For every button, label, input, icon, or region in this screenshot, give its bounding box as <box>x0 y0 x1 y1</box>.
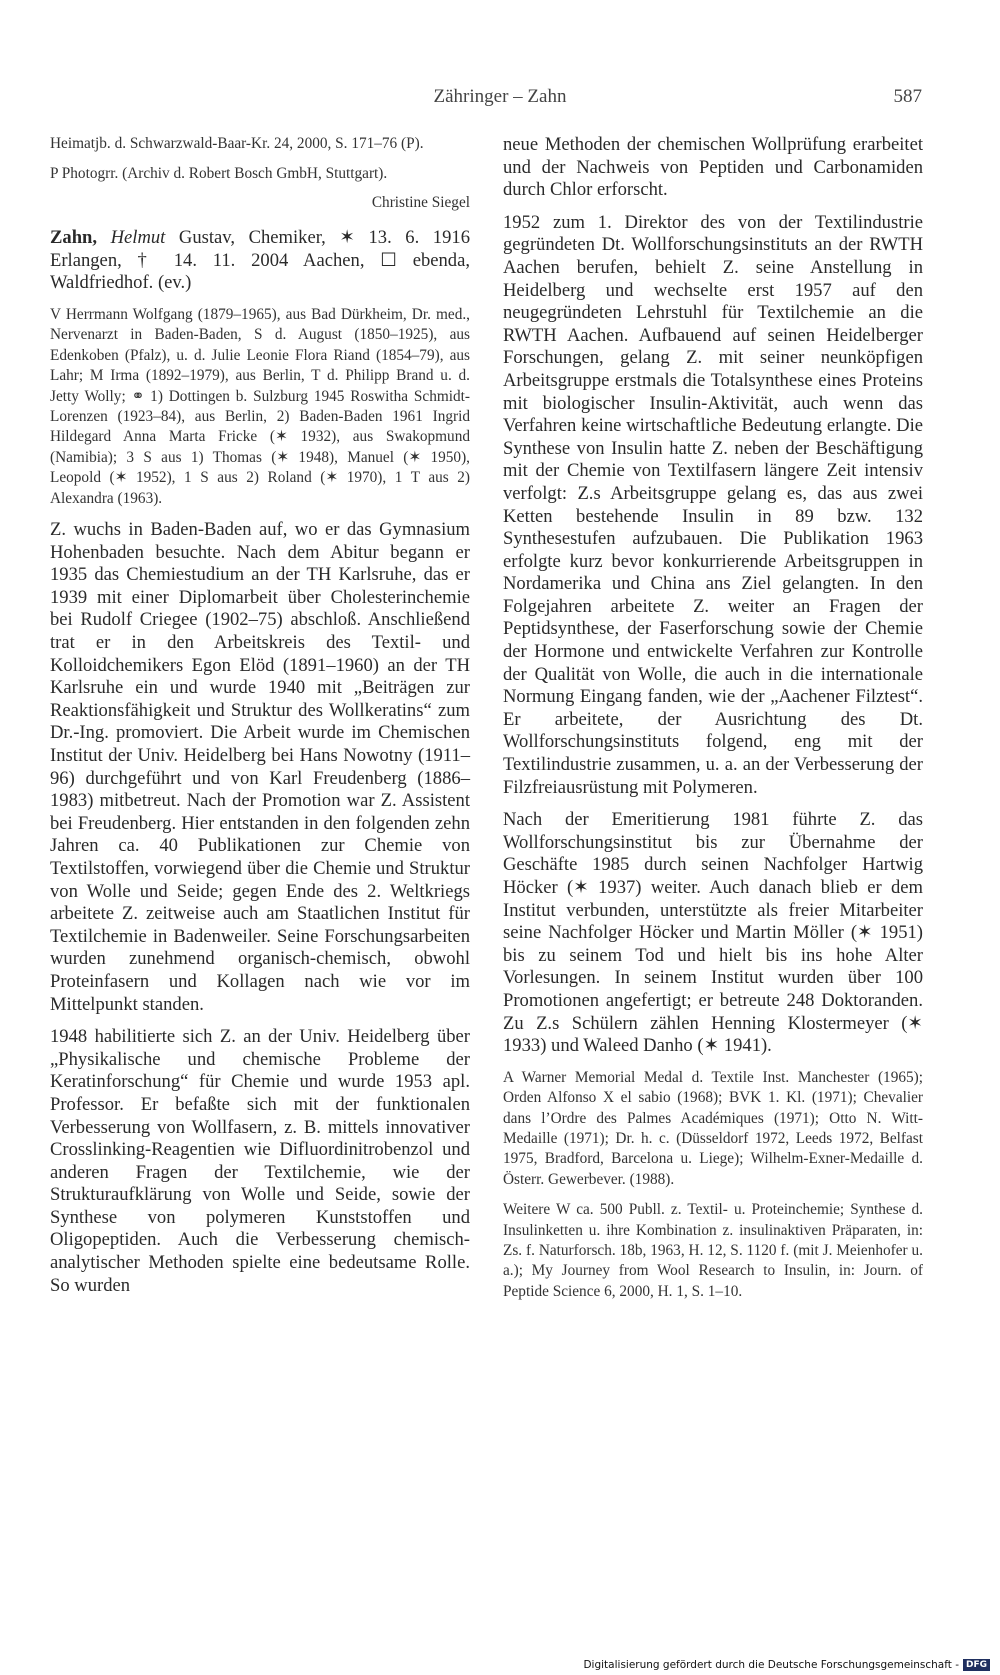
entry-surname: Zahn, <box>50 227 98 249</box>
biography-paragraph-3: 1952 zum 1. Direktor des von der Textilindustrie gegründeten Dt. Wollforschungsinstituts an der RWTH Aachen berufen, behielt Z. seine Anstellung in Heidelberg und wechselte erst 1957 auf den neugegründeten Lehrstuhl für Textilchemie an die RWTH Aachen. Aufbauend auf seinen Heidelberger Forschungen, gelang Z. mit seiner neunköpfigen Arbeitsgruppe erstmals die Totalsynthese eines Proteins mit biologischer Insulin-Aktivität, auch wenn das Verfahren keine wirtschaftliche Bedeutung erlangte. Die Synthese von Insulin hatte Z. neben der Beschäftigung mit der Chemie von Textilfasern längere Zeit intensiv verfolgt: Z.s Arbeitsgruppe gelang es, das aus zwei Ketten bestehende Insulin in 89 bzw. 132 Synthesestufen aufzubauen. Die Publikation 1963 erfolgte kurz bevor konkurrierende Arbeitsgruppen in Nordamerika und China ans Ziel gelangten. In den Folgejahren arbeitete Z. weiter an Fragen der Peptidsynthese, der Faserforschung sowie der Chemie der Hormone und entwickelte Verfahren zur Kontrolle der Qualität von Wolle, die auch in die internationale Normung Eingang fanden, wie der „Aachener Filztest“. Er arbeitete, der Ausrichtung des Dt. Wollforschungsinstituts folgend, eng mit der Textilindustrie zusammen, u. a. an der Verbesserung der Filzfreiausrüstung mit Polymeren. <box>503 211 923 798</box>
previous-entry-author: Christine Siegel <box>371 193 470 211</box>
awards-paragraph: A Warner Memorial Medal d. Textile Inst. Manchester (1965); Orden Alfonso X el sabio (1968); BVK 1. Kl. (1971); Chevalier dans l’Ordre des Palmes Académiques (1971); Otto N. Witt-Medaille (1971); Dr. h. c. (Düsseldorf 1972, Leeds 1972, Belfast 1975, Bradford, Barcelona u. Liege); Wilhelm-Exner-Medaille d. Österr. Gewerbever. (1988). <box>503 1068 923 1188</box>
works-paragraph: Weitere W ca. 500 Publl. z. Textil- u. Proteinchemie; Synthese d. Insulinketten u. ihre Kombination z. insulinaktiven Präparaten, in: Zs. f. Naturforsch. 18b, 1963, H. 12, S. 1120 f. (mit J. Meienhofer u. a.); My Journey from Wool Research to Insulin, in: Journ. of Peptide Science 6, 2000, H. 1, S. 1–10. <box>503 1201 923 1300</box>
genealogy-paragraph: V Herrmann Wolfgang (1879–1965), aus Bad Dürkheim, Dr. med., Nervenarzt in Baden-Baden, S d. August (1850–1925), aus Edenkoben (Pfalz), u. d. Julie Leonie Flora Riand (1854–79), aus Lahr; M Irma (1892–1979), aus Berlin, T d. Philipp Brand u. d. Jetty Wolly; ⚭ 1) Dottingen b. Sulzburg 1945 Roswitha Schmidt-Lorenzen (1923–84), aus Berlin, 2) Baden-Baden 1961 Ingrid Hildegard Anna Marta Fricke (✶ 1932), aus Swakopmund (Namibia); 3 S aus 1) Thomas (✶ 1948), Manuel (✶ 1950), Leopold (✶ 1952), 1 S aus 2) Roland (✶ 1970), 1 T aus 2) Alexandra (1963). <box>50 306 470 507</box>
biography-paragraph-2: 1948 habilitierte sich Z. an der Univ. Heidelberg über „Physikalische und chemische Probleme der Keratinforschung“ für Chemie und wurde 1953 apl. Professor. Er befaßte sich mit der funktionalen Verbesserung von Wollfasern, z. B. mittels innovativer Crosslinking-Reagentien wie Difluordinitrobenzol und anderen Fragen der Textilchemie, wie der Strukturaufklärung von Wolle und Seide, sowie der Synthese von polymeren Kunststoffen und Oligopeptiden. Auch die Verbesserung chemisch-analytischer Methoden spielte eine bedeutsame Rolle. So wurden <box>50 1026 470 1296</box>
biography-paragraph-4: Nach der Emeritierung 1981 führte Z. das Wollforschungsinstitut bis zur Übernahme der Geschäfte 1985 durch seinen Nachfolger Hartwig Höcker (✶ 1937) weiter. Auch danach blieb er dem Institut verbunden, unterstützte als freier Mitarbeiter seine Nachfolger Höcker und Martin Möller (✶ 1951) bis zu seinem Tod und hielt bis ins hohe Alter Vorlesungen. In seinem Institut wurden über 100 Promotionen angefertigt; er betreute 248 Doktoranden. Zu Z.s Schülern zählen Henning Klostermeyer (✶ 1933) und Waleed Danho (✶ 1941). <box>503 809 923 1057</box>
footer-text: Digitalisierung gefördert durch die Deutsche Forschungsgemeinschaft - <box>583 1659 959 1671</box>
dfg-logo: DFG <box>963 1659 990 1671</box>
running-head: Zähringer – Zahn <box>433 86 567 107</box>
entry-given-name: Helmut <box>110 227 166 249</box>
page-number: 587 <box>893 86 922 107</box>
digitization-footer <box>583 1659 990 1671</box>
biography-paragraph-1: Z. wuchs in Baden-Baden auf, wo er das Gymnasium Hohenbaden besuchte. Nach dem Abitur begann er 1935 das Chemiestudium an der TH Karlsruhe, das er 1939 mit einer Diplomarbeit über Cholesterinchemie bei Rudolf Criegee (1902–75) abschloß. Anschließend trat er in den Arbeitskreis des Textil- und Kolloidchemikers Egon Elöd (1891–1960) an der TH Karlsruhe ein und wurde 1940 mit „Beiträgen zur Reaktionsfähigkeit und Struktur des Wollkeratins“ zum Dr.-Ing. promoviert. Die Arbeit wurde im Chemischen Institut der Univ. Heidelberg bei Hans Nowotny (1911–96) durchgeführt und von Karl Freudenberg (1886–1983) mitbetreut. Nach der Promotion war Z. Assistent bei Freudenberg. Hier entstanden in den folgenden zehn Jahren ca. 40 Publikationen zur Chemie von Textilstoffen, vorwiegend über die Chemie und Struktur von Wolle und Seide; gegen Ende des 2. Weltkriegs arbeitete Z. zeitweise auch am Staatlichen Institut für Textilchemie in Badenweiler. Seine Forschungsarbeiten wurden zunehmend organisch-chemisch, obwohl Proteinfasern und Kollagen nach wie vor im Mittelpunkt standen. <box>50 519 470 1015</box>
previous-entry-sources: Heimatjb. d. Schwarzwald-Baar-Kr. 24, 2000, S. 171–76 (P). <box>50 135 424 152</box>
previous-entry-photo-note: P Photogrr. (Archiv d. Robert Bosch GmbH, Stuttgart). <box>50 165 388 183</box>
entry-heading <box>50 227 470 295</box>
entry-vitals: Gustav, Chemiker, ✶ 13. 6. 1916 Erlangen, † 14. 11. 2004 Aachen, ☐ ebenda, Waldfriedhof. (ev.) <box>50 227 470 294</box>
biography-paragraph-2-continued: neue Methoden der chemischen Wollprüfung erarbeitet und der Nachweis von Peptiden und Carbonamiden durch Chlor erforscht. <box>503 134 923 201</box>
right-column <box>503 134 923 1302</box>
left-column <box>50 134 470 1297</box>
